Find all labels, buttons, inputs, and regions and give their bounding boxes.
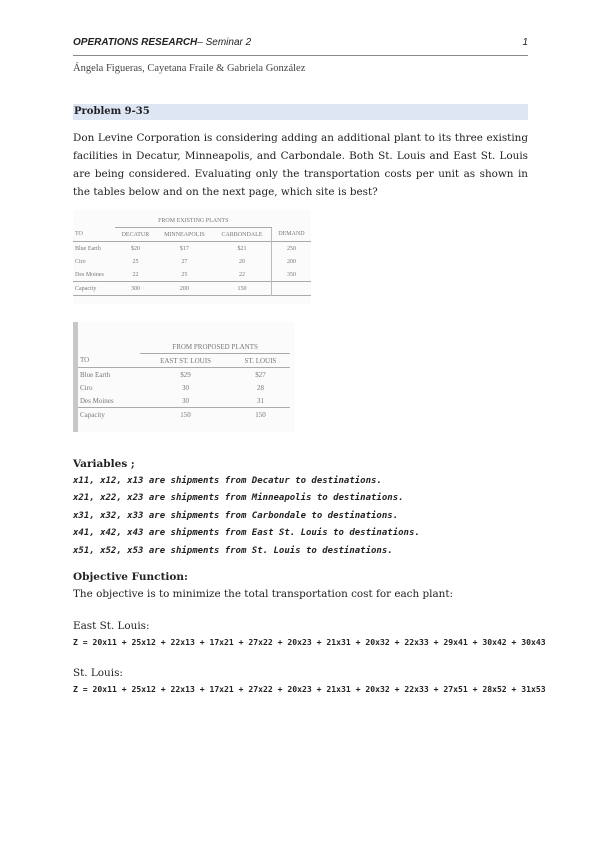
st-louis-label: St. Louis: bbox=[73, 667, 123, 679]
problem-heading: Problem 9-35 bbox=[74, 106, 150, 117]
table-cell: Des Moines bbox=[75, 271, 104, 278]
table-cell: 350 bbox=[286, 271, 296, 278]
proposed-plants-table-image bbox=[73, 322, 295, 432]
table-cell: 150 bbox=[255, 410, 266, 419]
table-row bbox=[78, 381, 290, 394]
existing-plants-table-image bbox=[73, 210, 311, 304]
objective-text: The objective is to minimize the total transportation cost for each plant: bbox=[73, 588, 454, 600]
table-row bbox=[78, 394, 290, 408]
table-header: TO bbox=[80, 356, 90, 365]
table-cell: Des Moines bbox=[80, 396, 114, 405]
variable-line: x41, x42, x43 are shipments from East St. Louis to destinations. bbox=[73, 528, 420, 539]
table-cell: 30 bbox=[182, 396, 190, 405]
table-cell: 22 bbox=[213, 268, 271, 282]
table-caption: FROM PROPOSED PLANTS bbox=[140, 340, 290, 354]
table-row bbox=[73, 242, 311, 256]
table-row bbox=[73, 268, 311, 282]
page-number: 1 bbox=[522, 37, 528, 48]
table-cell: 150 bbox=[180, 410, 191, 419]
table-row bbox=[73, 282, 311, 296]
table-header: EAST ST. LOUIS bbox=[160, 356, 211, 365]
page-header bbox=[73, 37, 528, 48]
problem-heading-bar bbox=[73, 104, 528, 120]
table-cell: Capacity bbox=[80, 410, 105, 419]
proposed-plants-table bbox=[78, 340, 290, 421]
problem-text: Don Levine Corporation is considering adding an additional plant to its three existing facilities in Decatur, Minneapolis, and Carbondale. Both St. Louis and East St. Louis are being considered. Evaluating only the transportation costs per unit as shown in the tables below and on the next page, which site is best? bbox=[73, 132, 528, 198]
table-header: DECATUR bbox=[121, 231, 150, 238]
existing-plants-table bbox=[73, 214, 311, 296]
doc-title: OPERATIONS RESEARCH bbox=[73, 37, 198, 48]
table-cell: $17 bbox=[179, 245, 189, 252]
table-cell: Blue Earth bbox=[75, 245, 101, 252]
table-row bbox=[78, 368, 290, 382]
table-cell: 25 bbox=[181, 271, 188, 278]
east-st-louis-equation: Z = 20x11 + 25x12 + 22x13 + 17x21 + 27x22 + 20x23 + 21x31 + 20x32 + 22x33 + 29x41 + 30x42 + 30x43 bbox=[73, 637, 546, 647]
authors: Ángela Figueras, Cayetana Fraile & Gabriela González bbox=[73, 63, 306, 74]
variable-line: x11, x12, x13 are shipments from Decatur to destinations. bbox=[73, 476, 382, 486]
table-cell: 20 bbox=[213, 255, 271, 268]
table-cell: 31 bbox=[256, 396, 264, 405]
table-cell: 250 bbox=[286, 245, 296, 252]
table-cell: $20 bbox=[130, 245, 140, 252]
table-cell: 30 bbox=[182, 383, 190, 392]
table-cell: 28 bbox=[256, 383, 264, 392]
table-header: CARBONDALE bbox=[213, 228, 271, 242]
variables-list bbox=[73, 473, 420, 560]
variables-heading: Variables ; bbox=[73, 458, 135, 470]
table-cell: 300 bbox=[130, 285, 140, 292]
table-header: MINNEAPOLIS bbox=[164, 231, 205, 238]
table-header: DEMAND bbox=[278, 231, 305, 238]
table-cell: $27 bbox=[255, 370, 266, 379]
table-row bbox=[73, 255, 311, 268]
variable-line: x31, x32, x33 are shipments from Carbondale to destinations. bbox=[73, 510, 399, 521]
table-cell: 200 bbox=[179, 285, 189, 292]
table-header: ST. LOUIS bbox=[244, 356, 277, 365]
variable-line: x21, x22, x23 are shipments from Minneapolis to destinations. bbox=[73, 493, 404, 504]
table-cell: 22 bbox=[132, 271, 139, 278]
table-cell bbox=[271, 282, 311, 296]
header-divider bbox=[73, 55, 528, 56]
doc-subtitle: – Seminar 2 bbox=[197, 37, 252, 48]
table-cell: $29 bbox=[180, 370, 191, 379]
st-louis-equation: Z = 20x11 + 25x12 + 22x13 + 17x21 + 27x22 + 20x23 + 21x31 + 20x32 + 22x33 + 27x51 + 28x52 + 31x53 bbox=[73, 684, 546, 694]
table-header: TO bbox=[75, 231, 83, 238]
table-cell: 27 bbox=[181, 258, 188, 265]
table-cell: Ciro bbox=[75, 258, 86, 265]
east-st-louis-label: East St. Louis: bbox=[73, 620, 150, 632]
table-cell: Ciro bbox=[80, 383, 93, 392]
table-cell: Capacity bbox=[75, 285, 97, 292]
variable-line: x51, x52, x53 are shipments from St. Louis to destinations. bbox=[73, 545, 393, 556]
table-caption: FROM EXISTING PLANTS bbox=[115, 214, 271, 228]
table-cell: 25 bbox=[132, 258, 139, 265]
table-cell: $21 bbox=[213, 242, 271, 256]
objective-heading: Objective Function: bbox=[73, 571, 188, 583]
table-cell: 200 bbox=[286, 258, 296, 265]
table-cell: 150 bbox=[213, 282, 271, 296]
table-cell: Blue Earth bbox=[80, 370, 111, 379]
table-row bbox=[78, 408, 290, 422]
